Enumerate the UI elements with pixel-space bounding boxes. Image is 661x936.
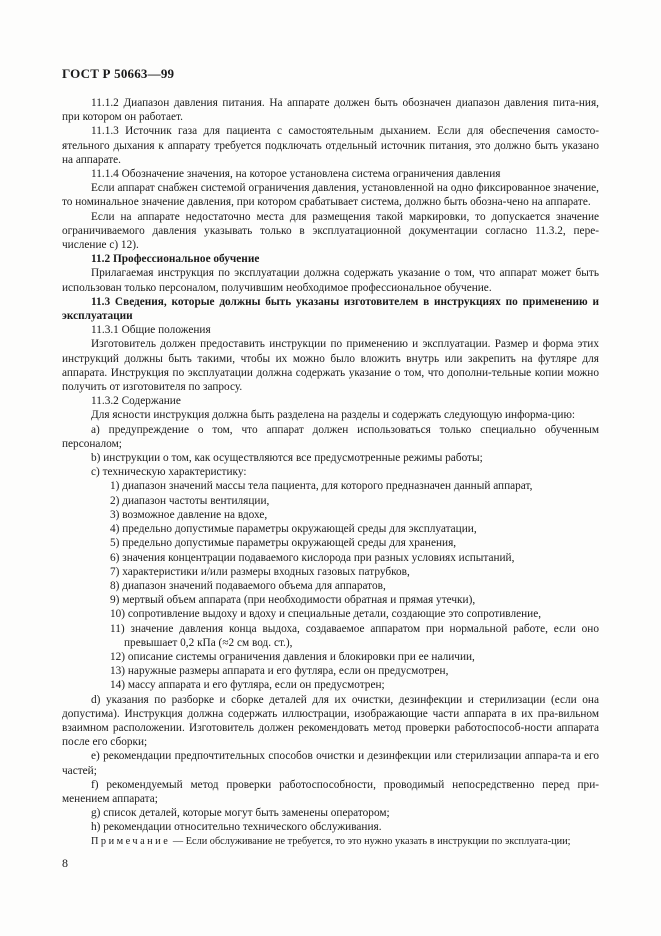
paragraph: 11.1.2 Диапазон давления питания. На аппарате должен быть обозначен диапазон давления пита-ния, при котором он работает. [62,97,599,124]
paragraph: Если аппарат снабжен системой ограничения давления, установленной на одно фиксированное значение, то номинальное значение давления, при котором срабатывает система, должно быть обозна-чено на аппарате. [62,182,599,209]
page-body [62,96,599,848]
note-text: — Если обслуживание не требуется, то это нужно указать в инструкции по эксплуата-ции; [170,835,571,847]
list-item: e) рекомендации предпочтительных способов очистки и дезинфекции или стерилизации аппара-та и его частей; [62,750,599,777]
page-header: ГОСТ Р 50663—99 [62,66,175,81]
numbered-item: 14) массу аппарата и его футляра, если он предусмотрен; [110,679,385,692]
numbered-item: 13) наружные размеры аппарата и его футляра, если он предусмотрен, [110,665,449,678]
paragraph: 11.1.3 Источник газа для пациента с самостоятельным дыханием. Если для обеспечения самосто-ятельного дыхания к аппарату требуется подключать отдельный источник питания, это должно быть указано на аппарате. [62,125,599,166]
subsection-heading: 11.3.2 Содержание [91,395,181,408]
paragraph: 11.1.4 Обозначение значения, на которое установлена система ограничения давления [91,168,501,181]
list-item: b) инструкции о том, как осуществляются все предусмотренные режимы работы; [91,452,483,465]
list-item: c) техническую характеристику: [91,466,247,479]
numbered-item: 5) предельно допустимые параметры окружающей среды для хранения, [110,537,457,550]
page-number: 8 [62,856,68,870]
note [62,835,599,848]
numbered-item: 6) значения концентрации подаваемого кислорода при разных условиях испытаний, [110,551,515,564]
list-item: g) список деталей, которые могут быть заменены оператором; [91,807,390,820]
list-item: h) рекомендации относительно технического обслуживания. [91,821,382,834]
numbered-item: 11) значение давления конца выдоха, создаваемое аппаратом при нормальной работе, если оно превышает 0,2 кПа (≈2 см вод. ст.), [110,622,599,649]
numbered-item: 10) сопротивление выдоху и вдоху и специальные детали, создающие это сопротивление, [110,608,542,621]
paragraph: Для ясности инструкция должна быть разделена на разделы и содержать следующую информа-цию: [91,409,576,422]
list-item: f) рекомендуемый метод проверки работоспособности, проводимый непосредственно перед при-менением аппарата; [62,778,599,805]
numbered-item: 12) описание системы ограничения давления и блокировки при ее наличии, [110,650,475,663]
paragraph: Изготовитель должен предоставить инструкции по применению и эксплуатации. Размер и форма этих инструкций должны быть такими, чтобы их можно было вложить внутрь или закрепить на футляре для аппарата. Инструкция по эксплуатации должна содержать указание о том, что дополни-тельные копии можно получить от изготовителя по запросу. [62,338,599,394]
numbered-item: 4) предельно допустимые параметры окружающей среды для эксплуатации, [110,523,477,536]
numbered-item: 8) диапазон значений подаваемого объема для аппаратов, [110,579,386,592]
numbered-item: 1) диапазон значений массы тела пациента, для которого предназначен данный аппарат, [110,480,533,493]
list-item: d) указания по разборке и сборке деталей для их очистки, дезинфекции и стерилизации (если она допустима). Инструкция должна содержать иллюстрации, изображающие части аппарата в их пра-вильном взаимном расположении. Изготовитель должен рекомендовать метод проверки работоспособ-ности аппарата после его сборки; [62,693,599,749]
numbered-item: 7) характеристики и/или размеры входных газовых патрубков, [110,565,410,578]
list-item: a) предупреждение о том, что аппарат должен использоваться только специально обученным персоналом; [62,423,599,450]
paragraph: Прилагаемая инструкция по эксплуатации должна содержать указание о том, что аппарат может быть использован только персоналом, получившим необходимое профессиональное обучение. [62,267,599,294]
numbered-item: 3) возможное давление на вдохе, [110,508,268,521]
paragraph: Если на аппарате недостаточно места для размещения такой маркировки, то допускается значение ограничиваемого давления указывать только в эксплуатационной документации согласно 11.3.2, пере-числение с) 12). [62,210,599,252]
section-heading: 11.2 Профессиональное обучение [91,253,260,266]
subsection-heading: 11.3.1 Общие положения [91,324,211,337]
numbered-item: 2) диапазон частоты вентиляции, [110,494,270,507]
numbered-item: 9) мертвый объем аппарата (при необходимости обратная и прямая утечки), [110,594,476,607]
note-label: Примечание [91,835,171,847]
section-heading: 11.3 Сведения, которые должны быть указаны изготовителем в инструкциях по применению и эксплуатации [62,295,599,323]
